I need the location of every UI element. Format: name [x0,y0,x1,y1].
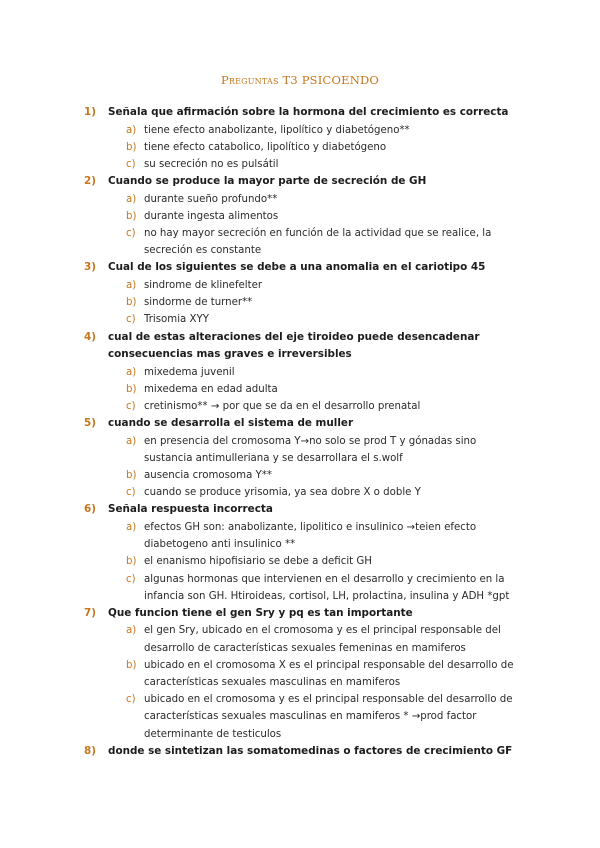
answer-option [84,484,524,501]
option-text: el enanismo hipofisiario se debe a deficit GH [144,556,372,568]
question-4 [84,329,524,416]
option-letter: a) [126,521,137,533]
option-letter: b) [126,383,137,395]
option-letter: c) [126,573,136,585]
option-letter: c) [126,228,136,240]
question-1 [84,104,524,173]
question-number: 2) [84,175,96,188]
option-text: cretinismo** → por que se da en el desarrollo prenatal [144,400,421,412]
question-text: cuando se desarrolla el sistema de muller [108,417,354,430]
option-text: efectos GH son: anabolizante, lipolitico e insulinico →teien efecto diabetogeno anti insulinico ** [144,521,477,551]
option-text: tiene efecto catabolico, lipolítico y diabetógeno [144,141,387,153]
answer-option [84,622,524,656]
option-letter: a) [126,279,137,291]
answer-option [84,208,524,225]
option-text: no hay mayor secreción en función de la actividad que se realice, la secreción es constante [144,228,492,257]
question-text: cual de estas alteraciones del eje tiroideo puede desencadenar consecuencias mas graves e irreversibles [108,330,480,361]
option-text: sindrome de klinefelter [144,279,263,291]
answer-option [84,657,524,691]
option-letter: b) [126,470,137,482]
option-letter: b) [126,556,137,568]
answer-option [84,122,524,139]
option-letter: b) [126,210,137,222]
question-line [84,605,524,623]
option-text: el gen Sry, ubicado en el cromosoma y es el principal responsable del desarrollo de características sexuales femeninas en mamiferos [144,625,501,654]
option-text: en presencia del cromosoma Y→no solo se prod T y gónadas sino sustancia antimulleriana y se desarrollara el s.wolf [144,435,477,464]
answer-option [84,311,524,328]
answer-option [84,156,524,173]
answer-option [84,381,524,398]
option-text: tiene efecto anabolizante, lipolítico y diabetógeno** [144,124,410,136]
document-title: Preguntas T3 PSICOENDO [220,73,380,87]
answer-option [84,519,524,553]
option-list [84,122,524,174]
answer-option [84,294,524,311]
option-list [84,519,524,605]
option-text: mixedema juvenil [144,366,235,378]
option-text: algunas hormonas que intervienen en el desarrollo y crecimiento en la infancia son GH. Htiroideas, cortisol, LH, prolactina, insulina y ADH *gpt [144,573,510,602]
question-number: 5) [84,417,96,430]
question-line [84,104,524,122]
option-list [84,622,524,742]
question-5 [84,415,524,501]
option-text: sindorme de turner** [144,297,253,309]
option-letter: a) [126,625,137,637]
question-line [84,173,524,191]
option-text: ubicado en el cromosoma y es el principal responsable del desarrollo de características sexuales masculinas en mamiferos * →prod factor determinante de testiculos [144,694,513,740]
answer-option [84,191,524,208]
option-text: cuando se produce yrisomia, ya sea dobre X o doble Y [144,487,421,499]
question-line [84,501,524,519]
option-letter: c) [126,314,136,326]
question-line [84,329,524,364]
question-text: Señala que afirmación sobre la hormona del crecimiento es correcta [108,106,509,118]
option-letter: a) [126,366,137,378]
question-list [84,104,524,760]
answer-option [84,139,524,156]
answer-option [84,691,524,743]
option-letter: c) [126,487,136,499]
answer-option [84,467,524,484]
question-text: Cual de los siguientes se debe a una anomalia en el cariotipo 45 [108,261,486,274]
option-text: ausencia cromosoma Y** [144,470,272,482]
option-letter: a) [126,435,137,447]
answer-option [84,398,524,415]
option-text: mixedema en edad adulta [144,383,278,395]
question-number: 1) [84,106,96,118]
option-list [84,277,524,329]
question-text: Que funcion tiene el gen Sry y pq es tan importante [108,606,413,619]
option-letter: b) [126,297,137,309]
answer-option [84,433,524,467]
question-number: 3) [84,261,96,274]
question-number: 4) [84,330,96,343]
question-number: 8) [84,744,96,757]
option-letter: a) [126,193,137,205]
answer-option [84,571,524,605]
question-6 [84,501,524,605]
question-line [84,743,524,761]
option-letter: b) [126,141,137,153]
option-letter: c) [126,400,136,412]
option-text: durante ingesta alimentos [144,210,279,222]
answer-option [84,277,524,294]
question-3 [84,259,524,328]
option-text: Trisomia XYY [144,314,209,326]
question-text: donde se sintetizan las somatomedinas o factores de crecimiento GF [108,744,513,757]
option-letter: b) [126,659,137,671]
answer-option [84,553,524,570]
question-number: 6) [84,503,96,516]
question-2 [84,173,524,259]
option-list [84,433,524,502]
option-text: durante sueño profundo** [144,193,278,205]
question-line [84,259,524,277]
question-7 [84,605,524,743]
option-text: ubicado en el cromosoma X es el principal responsable del desarrollo de características sexuales masculinas en mamiferos [144,659,514,689]
option-letter: a) [126,124,137,136]
option-list [84,191,524,260]
question-text: Cuando se produce la mayor parte de secreción de GH [108,175,427,188]
question-text: Señala respuesta incorrecta [108,503,273,516]
question-8 [84,743,524,761]
option-letter: c) [126,694,136,706]
answer-option [84,364,524,381]
option-letter: c) [126,158,136,170]
option-text: su secreción no es pulsátil [144,158,279,170]
question-number: 7) [84,606,96,619]
option-list [84,364,524,416]
question-line [84,415,524,433]
answer-option [84,225,524,259]
